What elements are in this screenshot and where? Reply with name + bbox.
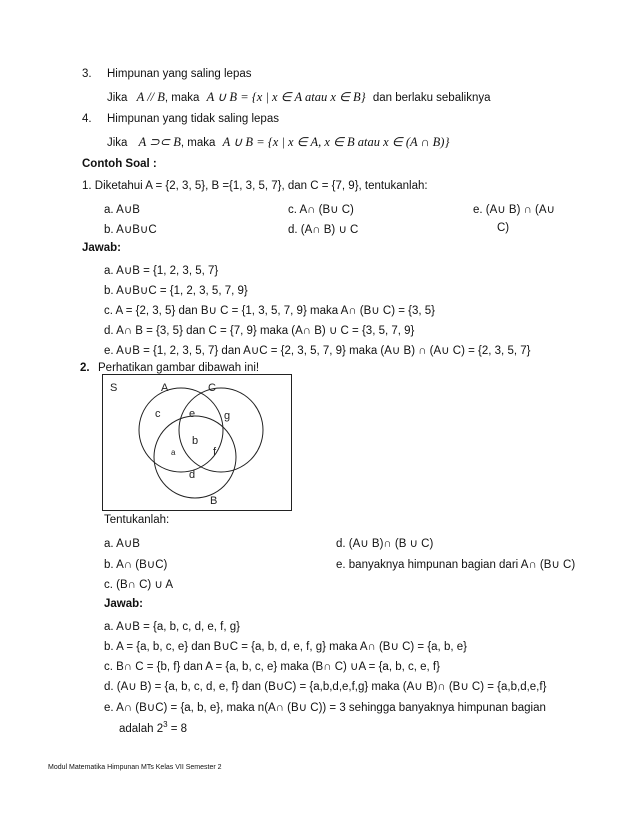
item-3-number: 3.: [82, 68, 92, 80]
maka-word: , maka: [180, 137, 216, 149]
label-s: S: [110, 382, 118, 394]
jika-word: Jika: [107, 92, 128, 104]
circle-b: [154, 416, 236, 498]
element-c: c: [155, 408, 161, 420]
item-3-title: Himpunan yang saling lepas: [107, 68, 252, 80]
tail-text: dan berlaku sebaliknya: [372, 92, 491, 104]
jawab-1-line-e: e. A∪B = {1, 2, 3, 5, 7} dan A∪C = {2, 3, 5, 7, 9} maka (A∪ B) ∩ (A∪ C) = {2, 3, 5, 7}: [104, 345, 531, 357]
q1-option-c: c. A∩ (B∪ C): [288, 204, 354, 216]
jawab-1-line-a: a. A∪B = {1, 2, 3, 5, 7}: [104, 265, 219, 277]
q1-option-a: a. A∪B: [104, 204, 140, 216]
jawab-2-line-a: a. A∪B = {a, b, c, d, e, f, g}: [104, 621, 240, 633]
q2-option-b: b. A∩ (B∪C): [104, 559, 168, 571]
item-4-definition: [107, 134, 449, 150]
jawab-1-line-b: b. A∪B∪C = {1, 2, 3, 5, 7, 9}: [104, 285, 248, 297]
e2-suffix: = 8: [167, 722, 188, 735]
q2-option-c: c. (B∩ C) ∪ A: [104, 579, 174, 591]
item-4-number: 4.: [82, 113, 92, 125]
q2-intro: Tentukanlah:: [104, 514, 170, 526]
q1-option-d: d. (A∩ B) ∪ C: [288, 224, 359, 236]
q2-option-e: e. banyaknya himpunan bagian dari A∩ (B∪ C): [336, 559, 576, 571]
jawab-1-line-c: c. A = {2, 3, 5} dan B∪ C = {1, 3, 5, 7, 9} maka A∩ (B∪ C) = {3, 5}: [104, 305, 436, 317]
label-b: B: [210, 495, 218, 507]
e2-exponent: 3: [163, 720, 168, 729]
question-1-text: 1. Diketahui A = {2, 3, 5}, B ={1, 3, 5, 7}, dan C = {7, 9}, tentukanlah:: [82, 180, 428, 192]
jawab-2-line-e1: e. A∩ (B∪C) = {a, b, e}, maka n(A∩ (B∪ C)) = 3 sehingga banyaknya himpunan bagian: [104, 702, 546, 714]
formula: A ∪ B = {x | x ∈ A, x ∈ B atau x ∈ (A ∩ B)}: [222, 135, 450, 149]
q2-option-d: d. (A∪ B)∩ (B ∪ C): [336, 538, 434, 550]
jawab-2-title: Jawab:: [104, 598, 143, 610]
jawab-1-title: Jawab:: [82, 242, 121, 254]
jawab-2-line-b: b. A = {a, b, c, e} dan B∪C = {a, b, d, e, f, g} maka A∩ (B∪ C) = {a, b, e}: [104, 641, 467, 653]
element-d: d: [189, 469, 196, 481]
jawab-2-line-c: c. B∩ C = {b, f} dan A = {a, b, c, e} maka (B∩ C) ∪A = {a, b, c, e, f}: [104, 661, 440, 673]
q2-option-a: a. A∪B: [104, 538, 140, 550]
jawab-1-line-d: d. A∩ B = {3, 5} dan C = {7, 9} maka (A∩ B) ∪ C = {3, 5, 7, 9}: [104, 325, 415, 337]
label-c: C: [208, 382, 216, 394]
circle-c: [179, 388, 263, 472]
e2-prefix: adalah 2: [119, 722, 164, 735]
element-e: e: [189, 408, 196, 420]
q1-option-e-line2: C): [497, 222, 510, 234]
question-2-text: Perhatikan gambar dibawah ini!: [98, 362, 260, 374]
jika-word: Jika: [107, 137, 128, 149]
jawab-2-line-d: d. (A∪ B) = {a, b, c, d, e, f} dan (B∪C) = {a,b,d,e,f,g} maka (A∪ B)∩ (B∪ C) = {a,b,d,e,f}: [104, 681, 547, 693]
element-a: a: [171, 448, 176, 457]
element-g: g: [224, 410, 231, 422]
jawab-2-line-e2: [119, 720, 187, 735]
q1-option-e-line1: e. (A∪ B) ∩ (A∪: [473, 204, 555, 216]
condition: A // B: [136, 90, 165, 104]
maka-word: , maka: [164, 92, 200, 104]
condition: A ⊃⊂ B: [138, 135, 181, 149]
contoh-soal-title: Contoh Soal :: [82, 158, 157, 170]
element-f: f: [213, 446, 217, 458]
formula: A ∪ B = {x | x ∈ A atau x ∈ B}: [206, 90, 366, 104]
venn-diagram: [102, 374, 292, 511]
q1-option-b: b. A∪B∪C: [104, 224, 157, 236]
page-footer: Modul Matematika Himpunan MTs Kelas VII Semester 2: [48, 764, 222, 771]
question-2-number: 2.: [80, 362, 90, 374]
item-4-title: Himpunan yang tidak saling lepas: [107, 113, 279, 125]
element-b: b: [192, 435, 199, 447]
item-3-definition: [107, 89, 491, 105]
venn-svg: [103, 375, 291, 510]
circle-a: [139, 388, 223, 472]
label-a: A: [161, 382, 169, 394]
